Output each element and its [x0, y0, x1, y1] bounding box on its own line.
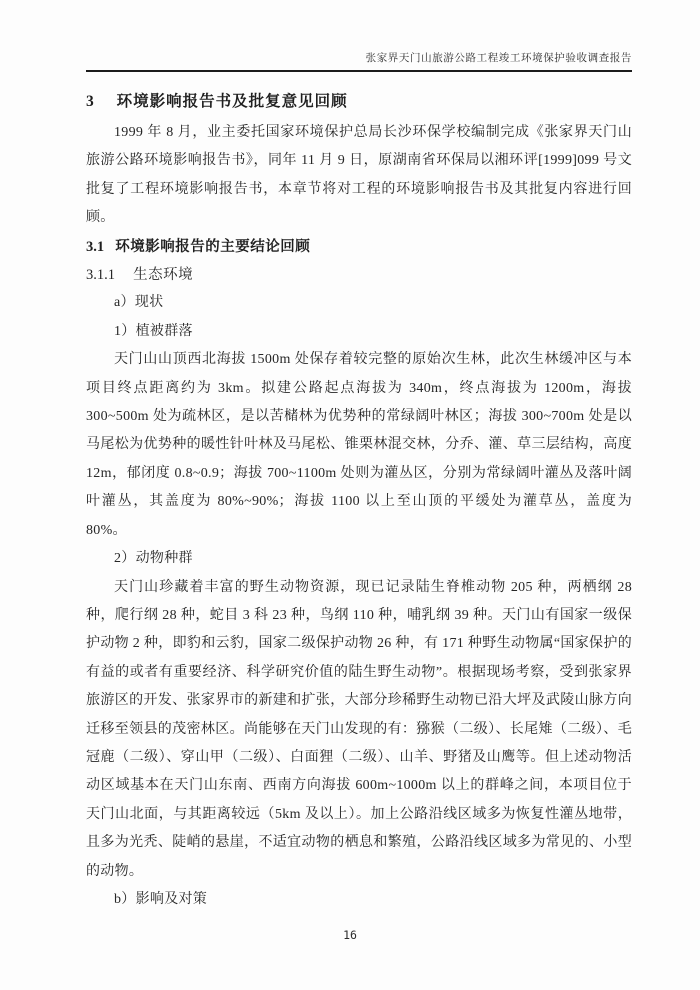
item-2-animals: 2）动物种群: [114, 551, 193, 567]
item-a-status: a）现状: [114, 295, 164, 311]
chapter-title: 环境影响报告书及批复意见回顾: [116, 93, 348, 110]
chapter-heading: [86, 91, 632, 113]
item-1-vegetation: 1）植被群落: [114, 323, 193, 339]
intro-paragraph: 1999 年 8 月，业主委托国家环境保护总局长沙环保学校编制完成《张家界天门山旅游公路环境影响报告书》，同年 11 月 9 日，原湖南省环保局以湘环评[1999]099 号文批复了工程环境影响报告书，本章节将对工程的环境影响报告书及其批复内容进行回顾。: [86, 125, 632, 226]
section-heading: [86, 233, 632, 261]
subsection-number: 3.1.1: [86, 267, 115, 284]
section-title: 环境影响报告的主要结论回顾: [115, 238, 311, 255]
animals-paragraph: 天门山珍藏着丰富的野生动物资源，现已记录陆生脊椎动物 205 种，两栖纲 28 种，爬行纲 28 种，蛇目 3 科 23 种，鸟纲 110 种，哺乳纲 39 种。天门山有国家一级保护动物 2 种，即豹和云豹，国家二级保护动物 26 种，有 171 种野生动物属“国家保护的有益的或者有重要经济、科学研究价值的陆生野生动物”。根据现场考察，受到张家界旅游区的开发、张家界市的新建和扩张，大部分珍稀野生动物已沿大坪及武陵山脉方向迁移至领县的茂密林区。尚能够在天门山发现的有：猕猴（二级）、长尾雉（二级）、毛冠鹿（二级）、穿山甲（二级）、白面狸（二级）、山羊、野猪及山鹰等。但上述动物活动区域基本在天门山东南、西南方向海拔 600m~1000m 以上的群峰之间，本项目位于天门山北面，与其距离较远（5km 及以上）。加上公路沿线区域多为恢复性灌丛地带，且多为光秃、陡峭的悬崖，不适宜动物的栖息和繁殖，公路沿线区域多为常见的、小型的动物。: [86, 579, 632, 879]
subsection-heading: [86, 261, 632, 289]
running-header-title: 张家界天门山旅游公路工程竣工环境保护验收调查报告: [365, 53, 632, 64]
running-header: [86, 50, 632, 72]
section-number: 3.1: [86, 238, 105, 255]
document-body: [86, 77, 632, 914]
page-number: 16: [343, 928, 357, 942]
page-footer: [0, 928, 700, 942]
vegetation-paragraph: 天门山山顶西北海拔 1500m 处保存着较完整的原始次生林，此次生林缓冲区与本项目终点距离约为 3km。拟建公路起点海拔为 340m，终点海拔为 1200m，海拔 300~500m 处为疏林区，是以苦槠林为优势种的常绿阔叶林区；海拔 300~700m 处是以马尾松为优势种的暖性针叶林及马尾松、锥栗林混交林，分乔、灌、草三层结构，高度 12m，郁闭度 0.8~0.9；海拔 700~1100m 处则为灌丛区，分别为常绿阔叶灌丛及落叶阔叶灌丛，其盖度为 80%~90%；海拔 1100 以上至山顶的平缓处为灌草丛，盖度为 80%。: [86, 352, 632, 538]
item-b-impact: b）影响及对策: [114, 891, 208, 907]
chapter-number: 3: [86, 93, 94, 110]
subsection-title: 生态环境: [133, 267, 194, 284]
